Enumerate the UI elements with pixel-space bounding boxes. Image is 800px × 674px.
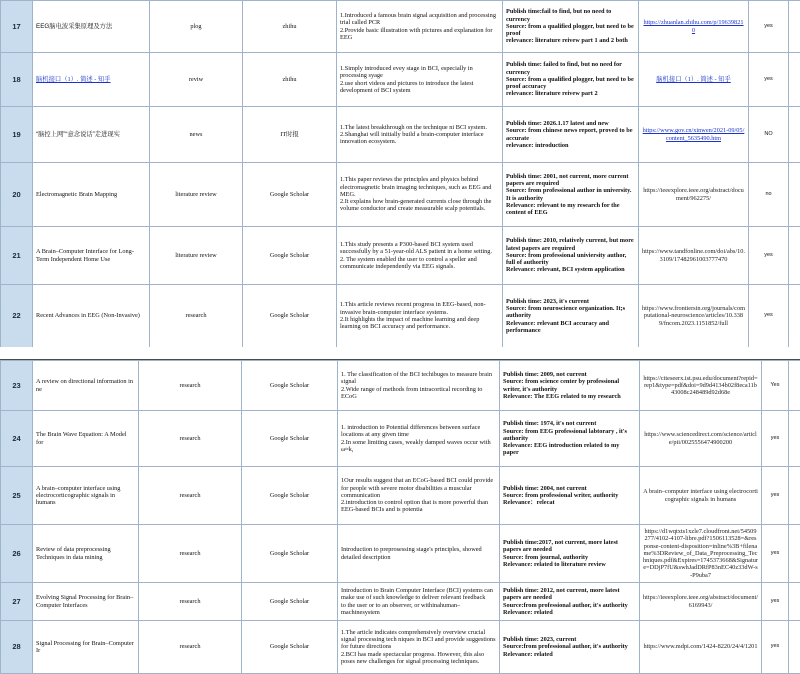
use-flag: yes	[749, 53, 789, 107]
source-type: reviw	[150, 53, 243, 107]
source-origin: Google Scholar	[242, 525, 338, 583]
evaluation-line: Relevance: The EEG related to my research	[503, 393, 636, 400]
table-row[interactable]	[1, 1, 800, 53]
source-link: https://ieeexplore.ieee.org/abstract/document/962275/	[639, 163, 749, 227]
row-number: 24	[1, 411, 33, 467]
source-link: https://ieeexplore.ieee.org/abstract/document/6169943/	[640, 583, 762, 621]
evaluation-cell	[503, 53, 639, 107]
row-number: 25	[1, 467, 33, 525]
evaluation-line: Relevance: related	[503, 651, 636, 658]
summary-line: 1.This article reviews recent progress in EEG-based, non-invasive brain-computer interface systems.	[340, 301, 499, 316]
evaluation-line: Relevance: relevant BCI accuracy and performance	[506, 320, 635, 335]
evaluation-line: Publish time: 2023, current	[503, 636, 636, 643]
table-row[interactable]	[1, 583, 800, 621]
evaluation-cell	[500, 525, 640, 583]
summary-cell	[337, 163, 503, 227]
source-origin: zhihu	[243, 1, 337, 53]
summary-cell	[337, 107, 503, 163]
source-type: research	[139, 621, 242, 674]
evaluation-line: Publish time: 2010, relatively current, but more latest papers are required	[506, 237, 635, 252]
source-type: plog	[150, 1, 243, 53]
summary-line: 2.It explains how brain-generated currents close through the volume conductor and create measurable scalp potentials.	[340, 198, 499, 213]
source-origin: Google Scholar	[243, 285, 337, 348]
sheet-bottom-table	[0, 360, 800, 674]
empty-cell	[789, 227, 800, 285]
source-title: The Brain Wave Equation: A Model for	[33, 411, 139, 467]
use-flag: yes	[762, 411, 789, 467]
source-type: research	[150, 285, 243, 348]
summary-line: Introduction to preprosessing stage's principles, showed detailed description	[341, 546, 496, 561]
summary-cell	[338, 583, 500, 621]
summary-line: 1.Introduced a famous brain signal acquisition and processing trial called PCR	[340, 12, 499, 27]
use-flag: yes	[749, 285, 789, 348]
source-link[interactable]: 脑机接口（1）. 简述 - 知乎	[639, 53, 749, 107]
use-flag: no	[749, 163, 789, 227]
use-flag: yes	[762, 525, 789, 583]
summary-cell	[338, 467, 500, 525]
summary-cell	[337, 227, 503, 285]
table-row[interactable]	[1, 525, 800, 583]
empty-cell	[789, 107, 800, 163]
summary-cell	[337, 1, 503, 53]
source-link: https://www.tandfonline.com/doi/abs/10.3109/17482961003777470	[639, 227, 749, 285]
summary-line: 1. The classification of the BCI techibuges to measure brain signal	[341, 371, 496, 386]
empty-cell	[789, 163, 800, 227]
summary-line: 2.Shanghai will initially build a brain-computer interface innovation ecosystem.	[340, 131, 499, 146]
summary-line: 1. introduction to Potential differences between surface locations at any given time	[341, 424, 496, 439]
summary-line: 2.Provide basic illustration with pictures and explanation for EEG	[340, 27, 499, 42]
evaluation-line: Source: from journal, authority	[503, 554, 636, 561]
evaluation-cell	[503, 227, 639, 285]
table-row[interactable]	[1, 411, 800, 467]
source-type: research	[139, 525, 242, 583]
evaluation-line: Source: from professional univiersity author, full of authority	[506, 252, 635, 267]
source-type: literature review	[150, 227, 243, 285]
source-link: https://www.mdpi.com/1424-8220/24/4/1201	[640, 621, 762, 674]
evaluation-line: Publish time: 2001, not current, more current papers are required	[506, 173, 635, 188]
summary-line: 1Our results suggest that an ECoG-based BCI could provide for people with severe motor disabilities a muscular communication	[341, 477, 496, 499]
use-flag: Yes	[762, 361, 789, 411]
empty-cell	[789, 411, 800, 467]
row-number: 26	[1, 525, 33, 583]
evaluation-line: Publish time:2017, not current, more latest papers are needed	[503, 539, 636, 554]
empty-cell	[789, 621, 800, 674]
row-number: 21	[1, 227, 33, 285]
table-row[interactable]	[1, 285, 800, 348]
evaluation-cell	[500, 621, 640, 674]
source-title: A brain–computer interface using electrocorticographic signals in humans	[33, 467, 139, 525]
evaluation-line: Source: from professional author in university. It is authority	[506, 187, 635, 202]
source-origin: Google Scholar	[243, 163, 337, 227]
use-flag: yes	[749, 227, 789, 285]
source-type: literature review	[150, 163, 243, 227]
evaluation-line: Publish time: 2009, not current	[503, 371, 636, 378]
evaluation-cell	[500, 361, 640, 411]
source-title: Electromagnetic Brain Mapping	[33, 163, 150, 227]
row-number: 22	[1, 285, 33, 348]
evaluation-cell	[503, 1, 639, 53]
table-row[interactable]	[1, 621, 800, 674]
empty-cell	[789, 1, 800, 53]
use-flag: NO	[749, 107, 789, 163]
evaluation-line: Publish time: 2004, not current	[503, 485, 636, 492]
evaluation-cell	[500, 583, 640, 621]
evaluation-line: Relevance：relecat	[503, 499, 636, 506]
summary-line: 1.The article indicates comprehensively overview crucial signal processing tech niques in BCI and provide suggestions for future directions	[341, 629, 496, 651]
evaluation-line: Source:from professional author, it's authority	[503, 643, 636, 650]
summary-line: 1.This study presents a P300-based BCI system used successfully by a 51-year-old ALS patient in a home setting.	[340, 241, 499, 256]
empty-cell	[789, 583, 800, 621]
summary-line: 2.BCI has made spectacular progress. However, this also poses new challenges for signal processing techniques.	[341, 651, 496, 666]
evaluation-line: relevance: introduction	[506, 142, 635, 149]
row-number: 17	[1, 1, 33, 53]
evaluation-cell	[503, 163, 639, 227]
evaluation-line: relevance: literature reivew part 1 and 2 both	[506, 37, 635, 44]
summary-line: 2.use short videos and pictures to introduce the latest development of BCI system	[340, 80, 499, 95]
source-origin: Google Scholar	[242, 621, 338, 674]
source-type: research	[139, 467, 242, 525]
evaluation-line: Relevance: EEG introduction related to my paper	[503, 442, 636, 457]
summary-line: 2. The system enabled the user to control a speller and communicate independently via EEG signals.	[340, 256, 499, 271]
evaluation-line: Relevance: related	[503, 609, 636, 616]
use-flag: yes	[762, 621, 789, 674]
source-origin: Google Scholar	[243, 227, 337, 285]
evaluation-line: Source: from neuroscience organization. It;s authority	[506, 305, 635, 320]
table-row[interactable]	[1, 467, 800, 525]
source-title: Review of data preprocessing Techniques in data mining	[33, 525, 139, 583]
summary-line: to the user or to an observer, or withinahuman–machinesystem	[341, 602, 496, 617]
source-origin: IT时报	[243, 107, 337, 163]
row-number: 27	[1, 583, 33, 621]
source-type: research	[139, 361, 242, 411]
summary-cell	[337, 53, 503, 107]
source-origin: Google Scholar	[242, 361, 338, 411]
source-origin: Google Scholar	[242, 411, 338, 467]
evaluation-cell	[503, 285, 639, 348]
source-title: Signal Processing for Brain–Computer Ir	[33, 621, 139, 674]
source-origin: Google Scholar	[242, 583, 338, 621]
evaluation-line: Publish time: 2012, not current, more latest papers are needed	[503, 587, 636, 602]
table-row[interactable]	[1, 53, 800, 107]
summary-line: 2.Wide range of methods from intracortical recording to ECoG	[341, 386, 496, 401]
evaluation-line: Source: from professional writer, authority	[503, 492, 636, 499]
summary-line: 2.In some limiting cases, weakly damped waves occur with ω≈k,	[341, 439, 496, 454]
evaluation-cell	[503, 107, 639, 163]
evaluation-line: Relevance: relevant to my research for the content of EEG	[506, 202, 635, 217]
source-origin: zhihu	[243, 53, 337, 107]
summary-line: 1.Simply introduced evey stage in BCI, especially in processing syage	[340, 65, 499, 80]
table-row[interactable]	[1, 227, 800, 285]
table-row[interactable]	[1, 163, 800, 227]
source-link[interactable]: https://www.gov.cn/xinwen/2021-09/05/content_5635490.htm	[639, 107, 749, 163]
evaluation-line: Publish time:fail to find, but no need to currency	[506, 8, 635, 23]
row-number: 20	[1, 163, 33, 227]
row-number: 18	[1, 53, 33, 107]
evaluation-line: Source: from a qualified plogger, but need to be proof	[506, 23, 635, 38]
source-link[interactable]: https://zhuanlan.zhihu.com/p/196398210	[639, 1, 749, 53]
source-link: https://www.frontiersin.org/journals/computational-neuroscience/articles/10.3389/fncom.2023.1151852/full	[639, 285, 749, 348]
empty-cell	[789, 467, 800, 525]
empty-cell	[789, 361, 800, 411]
empty-cell	[789, 53, 800, 107]
summary-cell	[338, 621, 500, 674]
evaluation-line: Source: from a qualified plogger, but need to be proof accuracy	[506, 76, 635, 91]
source-type: news	[150, 107, 243, 163]
summary-cell	[338, 411, 500, 467]
source-title: A Brain–Computer Interface for Long-Term Independent Home Use	[33, 227, 150, 285]
source-link: https://citeseerx.ist.psu.edu/document?repid=rep1&type=pdf&doi=9d9d4134b02f8eca11b43008c248489d92d68e	[640, 361, 762, 411]
summary-cell	[338, 361, 500, 411]
evaluation-line: Source: from EEG professional labtorary , it's authority	[503, 428, 636, 443]
evaluation-cell	[500, 467, 640, 525]
evaluation-line: Publish time: 2026.1.17 latest and new	[506, 120, 635, 127]
source-link: A brain–computer interface using electrocorticographic signals in humans	[640, 467, 762, 525]
summary-line: 2.introduction to control option that is more powerful than EEG-based BCIs and is potentia	[341, 499, 496, 514]
use-flag: yes	[749, 1, 789, 53]
summary-line: 1.This paper reviews the principles and physics behind electromagnetic brain imaging techniques, such as EEG and MEG.	[340, 176, 499, 198]
source-type: research	[139, 411, 242, 467]
use-flag: yes	[762, 467, 789, 525]
evaluation-line: Source: from science center by professional writer, it's authority	[503, 378, 636, 393]
evaluation-line: Publish time: 1974, it's not current	[503, 420, 636, 427]
evaluation-line: Publish time: 2023, it's current	[506, 298, 635, 305]
evaluation-line: Publish time: failed to find, but no need for currency	[506, 61, 635, 76]
source-title: A review on directional information in ne	[33, 361, 139, 411]
empty-cell	[789, 525, 800, 583]
source-title: Evolving Signal Processing for Brain–Computer Interfaces	[33, 583, 139, 621]
evaluation-cell	[500, 411, 640, 467]
source-origin: Google Scholar	[242, 467, 338, 525]
source-title: Recent Advances in EEG (Non-Invasive)	[33, 285, 150, 348]
source-link: https://d1wqtxts1xzle7.cloudfront.net/54509277/4102-4107-libre.pdf?1506113528=&response-content-disposition=inline%3B+filename%3DReview_of_Data_Preprocessing_Techniques.pdf&Expires=1745373668&Signature=DDjP7fU&swhJadDRfP83nEC40z33dW-s-P9uba7	[640, 525, 762, 583]
use-flag: yes	[762, 583, 789, 621]
summary-line: Introduction to Brain Computer Interface (BCI) systems can make use of such knowledge to deliver relevant feedback	[341, 587, 496, 602]
summary-line: 1.The latest breakthrough on the technique ni BCI system.	[340, 124, 499, 131]
table-row[interactable]	[1, 107, 800, 163]
evaluation-line: Source:from professional author, it's authority	[503, 602, 636, 609]
table-row[interactable]	[1, 361, 800, 411]
empty-cell	[789, 285, 800, 348]
source-link: https://www.sciencedirect.com/science/article/pii/0025556474900200	[640, 411, 762, 467]
evaluation-line: Relevance: relevant, BCI system application	[506, 266, 635, 273]
summary-line: 2.It highlights the impact of machine learning and deep learning on BCI accuracy and performance.	[340, 316, 499, 331]
source-title: “脑控上网”“意念说话”走进现实	[33, 107, 150, 163]
source-type: research	[139, 583, 242, 621]
evaluation-line: relevance: literature reivew part 2	[506, 90, 635, 97]
summary-cell	[337, 285, 503, 348]
source-title[interactable]: 脑机接口（1）. 简述 - 知乎	[33, 53, 150, 107]
evaluation-line: Source: from chinese news report, proved to be accurate	[506, 127, 635, 142]
row-number: 19	[1, 107, 33, 163]
evaluation-line: Relevance: related to literature review	[503, 561, 636, 568]
source-title: EEG脑电波采集原理及方法	[33, 1, 150, 53]
row-number: 28	[1, 621, 33, 674]
row-number: 23	[1, 361, 33, 411]
summary-cell	[338, 525, 500, 583]
